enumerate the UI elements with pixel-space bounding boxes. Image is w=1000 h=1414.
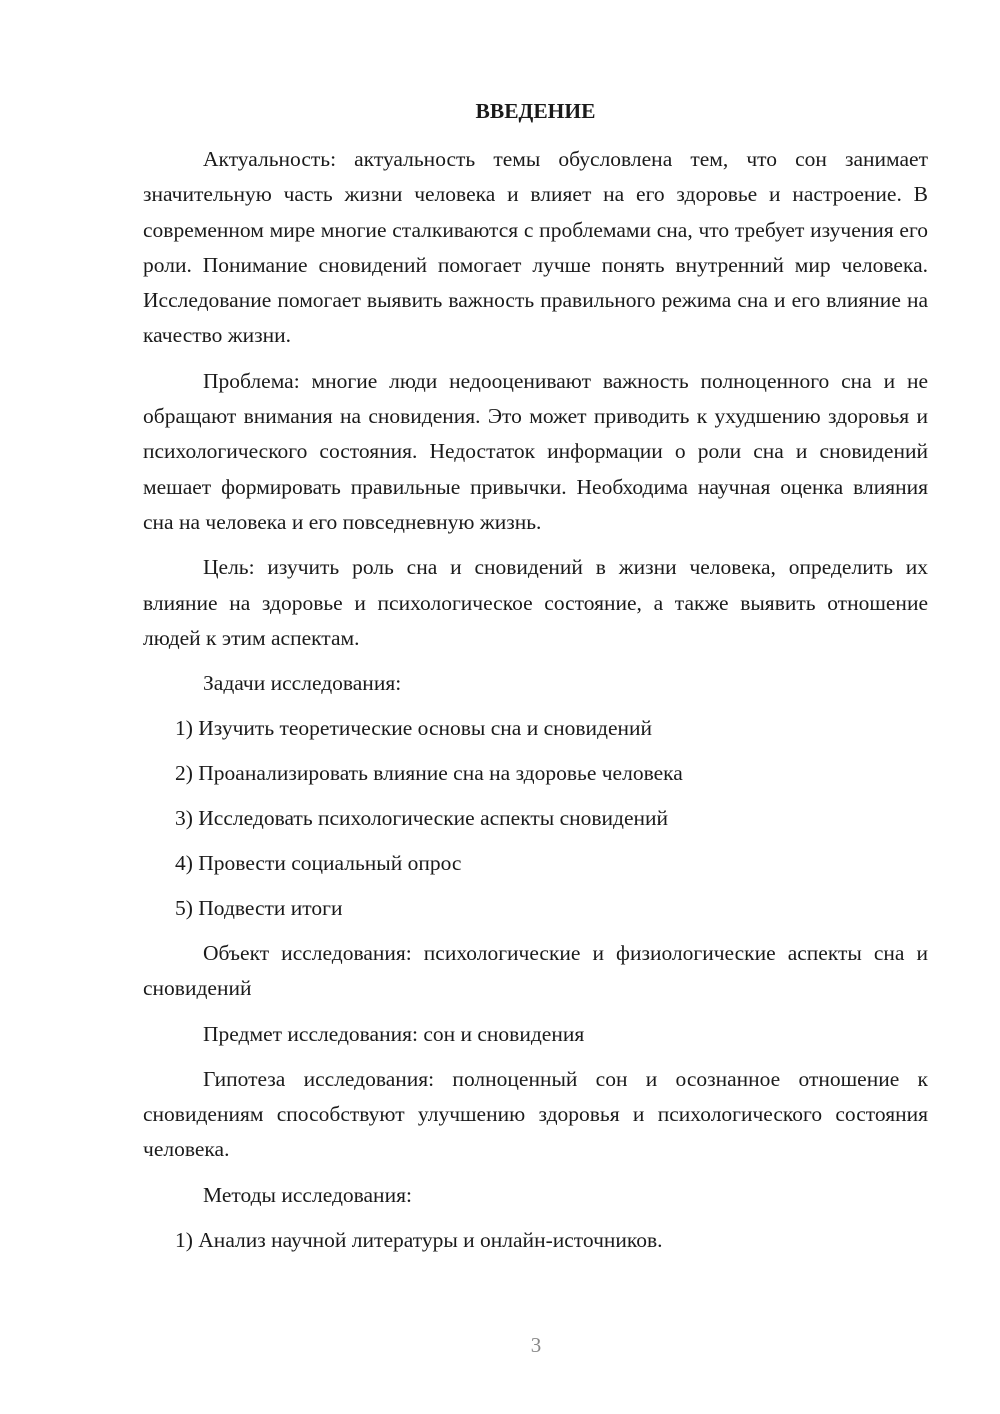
paragraph-problem: Проблема: многие люди недооценивают важность полноценного сна и не обращают внимания на сновидения. Это может приводить к ухудшению здоровья и психологического состояния. Недостаток информации о роли сна и сновидений мешает формировать правильные привычки. Необходима научная оценка влияния сна на человека и его повседневную жизнь. <box>143 368 928 534</box>
paragraph-subject: Предмет исследования: сон и сновидения <box>203 1021 585 1046</box>
methods-list <box>143 1223 928 1258</box>
paragraph-object: Объект исследования: психологические и физиологические аспекты сна и сновидений <box>143 940 928 1001</box>
tasks-heading: Задачи исследования: <box>203 671 402 696</box>
page-number: 3 <box>530 1333 542 1357</box>
list-item: 4) Провести социальный опрос <box>175 851 462 876</box>
methods-heading: Методы исследования: <box>203 1182 412 1207</box>
page-content <box>143 94 928 1268</box>
paragraph-goal: Цель: изучить роль сна и сновидений в жизни человека, определить их влияние на здоровье и психологическое состояние, а также выявить отношение людей к этим аспектам. <box>143 555 928 650</box>
list-item: 5) Подвести итоги <box>175 896 343 921</box>
section-title: ВВЕДЕНИЕ <box>475 99 596 123</box>
list-item: 3) Исследовать психологические аспекты сновидений <box>175 806 669 831</box>
paragraph-relevance: Актуальность: актуальность темы обусловлена тем, что сон занимает значительную часть жизни человека и влияет на его здоровье и настроение. В современном мире многие сталкиваются с проблемами сна, что требует изучения его роли. Понимание сновидений помогает лучше понять внутренний мир человека. Исследование помогает выявить важность правильного режима сна и его влияние на качество жизни. <box>143 147 928 348</box>
paragraph-hypothesis: Гипотеза исследования: полноценный сон и осознанное отношение к сновидениям способствуют улучшению здоровья и психологического состояния человека. <box>143 1066 928 1162</box>
list-item: 2) Проанализировать влияние сна на здоровье человека <box>175 761 683 786</box>
tasks-list <box>143 711 928 926</box>
list-item: 1) Изучить теоретические основы сна и сновидений <box>175 716 653 741</box>
list-item: 1) Анализ научной литературы и онлайн-источников. <box>175 1227 663 1252</box>
